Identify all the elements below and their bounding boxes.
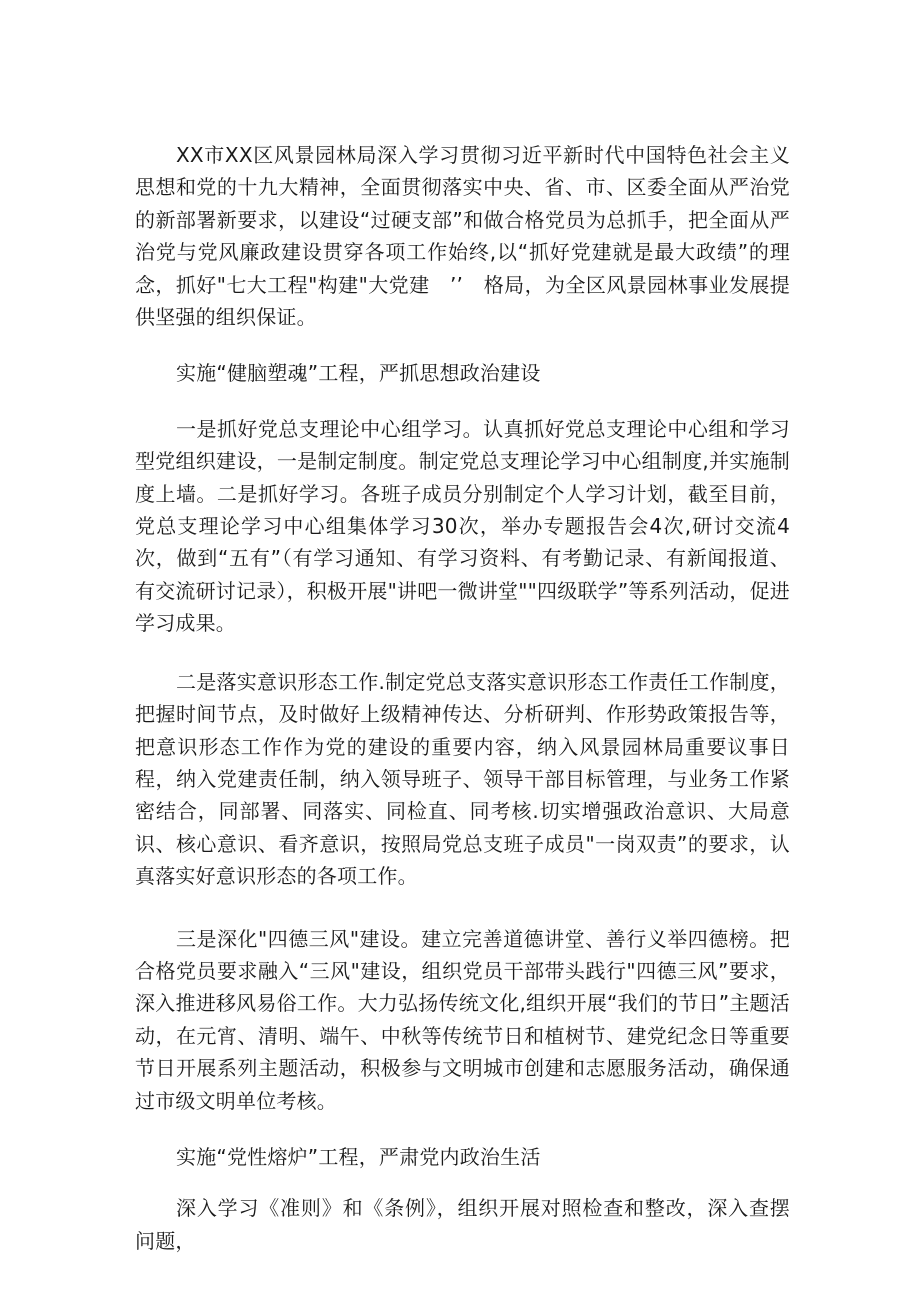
section-heading-party-spirit: 实施“党性熔炉”工程，严肃党内政治生活	[176, 1144, 541, 1169]
intro-paragraph: XX市XX区风景园林局深入学习贯彻习近平新时代中国特色社会主义思想和党的十九大精神，全面贯彻落实中央、省、市、区委全面从严治党的新部署新要求，以建设“过硬支部”和做合格党员为总抓手，把全面从严治党与党风廉政建设贯穿各项工作始终,以“抓好党建就是最大政绩”的理念，抓好"七大工程"构建"大党建 ’’ 格局，为全区风景园林事业发展提供坚强的组织保证。	[135, 143, 790, 330]
paragraph-ideology-work: 二是落实意识形态工作.制定党总支落实意识形态工作责任工作制度，把握时间节点，及时做好上级精神传达、分析研判、作形势政策报告等，把意识形态工作作为党的建设的重要内容，纳入风景园林局重要议事日程，纳入党建责任制，纳入领导班子、领导干部目标管理，与业务工作紧密结合，同部署、同落实、同检直、同考核.切实增强政治意识、大局意识、核心意识、看齐意识，按照局党总支班子成员"一岗双责”的要求，认真落实好意识形态的各项工作。	[135, 669, 790, 889]
paragraph-regulations-study: 深入学习《准则》和《条例》，组织开展对照检查和整改，深入查摆问题，	[135, 1196, 790, 1253]
paragraph-four-virtues: 三是深化"四德三风"建设。建立完善道德讲堂、善行义举四德榜。把合格党员要求融入“三风"建设，组织党员干部带头践行"四德三风”要求，深入推进移风易俗工作。大力弘扬传统文化,组织开展“我们的节日”主题活动，在元宵、清明、端午、中秋等传统节日和植树节、建党纪念日等重要节日开展系列主题活动，积极参与文明城市创建和志愿服务活动，确保通过市级文明单位考核。	[135, 926, 790, 1113]
section-heading-ideology: 实施“健脑塑魂”工程，严抓思想政治建设	[176, 361, 541, 386]
paragraph-theory-study: 一是抓好党总支理论中心组学习。认真抓好党总支理论中心组和学习型党组织建设，一是制定制度。制定党总支理论学习中心组制度,并实施制度上墙。二是抓好学习。各班子成员分别制定个人学习计划，截至目前，党总支理论学习中心组集体学习30次，举办专题报告会4次,研讨交流4次，做到“五有”（有学习通知、有学习资料、有考勤记录、有新闻报道、有交流研讨记录），积极开展"讲吧一微讲堂""四级联学”等系列活动，促进学习成果。	[135, 416, 790, 636]
document-body	[135, 139, 790, 1257]
